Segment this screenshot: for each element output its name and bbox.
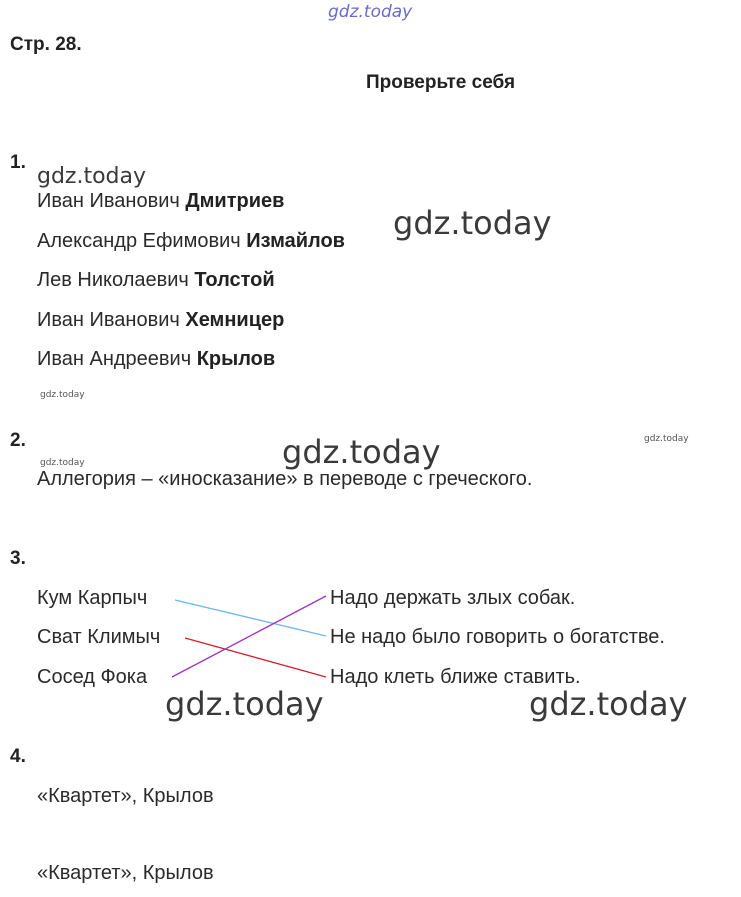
q1-name-4-first: Иван Иванович	[37, 309, 180, 331]
question-4-number: 4.	[10, 746, 26, 767]
question-2-number: 2.	[10, 430, 26, 451]
watermark-q1-big: gdz.today	[393, 204, 552, 242]
question-1-number: 1.	[10, 152, 26, 173]
q1-name-1-first: Иван Иванович	[37, 190, 180, 212]
q1-name-3-first: Лев Николаевич	[37, 269, 189, 291]
q3-right-3: Надо клеть ближе ставить.	[330, 666, 581, 688]
q2-answer: Аллегория – «иносказание» в переводе с греческого.	[37, 468, 533, 490]
q1-name-2-last: Измайлов	[246, 230, 345, 252]
q1-name-2-first: Александр Ефимович	[37, 230, 241, 252]
q1-name-5-first: Иван Андреевич	[37, 348, 192, 370]
section-title: Проверьте себя	[366, 72, 516, 93]
q3-right-1: Надо держать злых собак.	[330, 587, 576, 609]
q1-name-1-last: Дмитриев	[185, 190, 285, 212]
watermark-q1-small: gdz.today	[37, 164, 147, 189]
watermark-q2-big: gdz.today	[282, 433, 441, 471]
watermark-top: gdz.today	[328, 2, 413, 22]
q3-left-1: Кум Карпыч	[37, 587, 148, 609]
q1-name-5-last: Крылов	[196, 348, 276, 370]
match-line-klimych	[185, 638, 326, 677]
q4-answer-1: «Квартет», Крылов	[37, 785, 214, 807]
watermark-q2-tiny-right: gdz.today	[644, 434, 689, 444]
q4-answer-2: «Квартет», Крылов	[37, 862, 214, 884]
q3-left-2: Сват Климыч	[37, 626, 161, 648]
watermark-q2-tiny-left: gdz.today	[40, 458, 85, 468]
watermark-q3-big-right: gdz.today	[529, 685, 688, 723]
question-3-number: 3.	[10, 548, 26, 569]
watermark-q1-tiny: gdz.today	[40, 390, 85, 400]
match-line-karpych	[175, 600, 326, 636]
q3-right-2: Не надо было говорить о богатстве.	[330, 626, 665, 648]
q1-name-3-last: Толстой	[194, 269, 275, 291]
match-line-foka	[172, 596, 326, 677]
page-label: Стр. 28.	[10, 34, 82, 55]
q3-left-3: Сосед Фока	[37, 666, 148, 688]
watermark-q3-big-left: gdz.today	[165, 685, 324, 723]
q1-name-4-last: Хемницер	[185, 309, 285, 331]
